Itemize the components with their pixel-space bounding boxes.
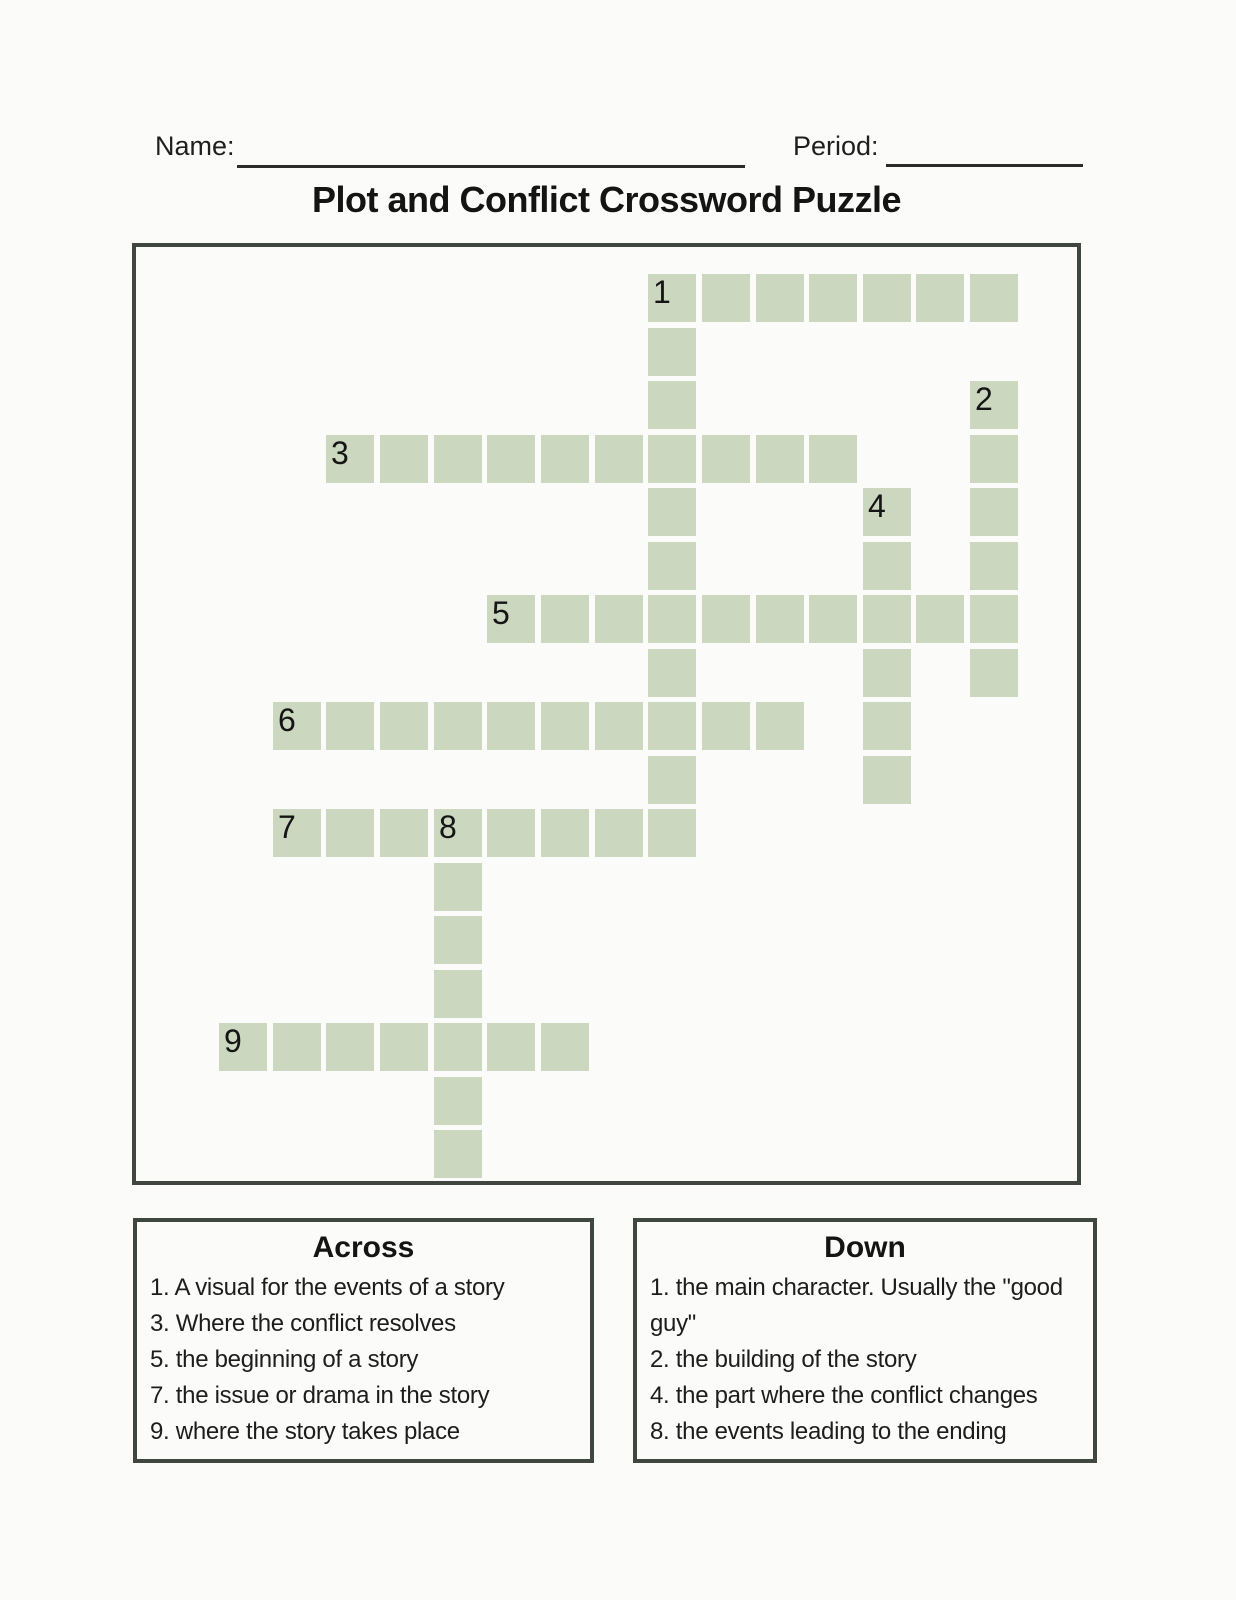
grid-cell[interactable] xyxy=(380,435,428,483)
grid-cell[interactable] xyxy=(434,1023,482,1071)
grid-cell[interactable] xyxy=(809,435,857,483)
clue-item: 2. the building of the story xyxy=(650,1346,917,1373)
grid-cell[interactable] xyxy=(326,809,374,857)
down-title: Down xyxy=(824,1231,906,1264)
grid-cell[interactable] xyxy=(648,488,696,536)
grid-cell[interactable] xyxy=(487,1023,535,1071)
grid-cell[interactable] xyxy=(273,1023,321,1071)
across-clues-box xyxy=(133,1218,594,1463)
clue-number: 9 xyxy=(224,1023,242,1059)
grid-cell[interactable] xyxy=(863,756,911,804)
grid-cell[interactable] xyxy=(434,809,482,857)
grid-cell[interactable] xyxy=(273,702,321,750)
grid-cell[interactable] xyxy=(863,488,911,536)
grid-cell[interactable] xyxy=(863,595,911,643)
grid-cell[interactable] xyxy=(648,542,696,590)
grid-cell[interactable] xyxy=(809,595,857,643)
clue-item: 1. the main character. Usually the "good guy" xyxy=(650,1274,1063,1337)
page-title: Plot and Conflict Crossword Puzzle xyxy=(311,179,902,220)
grid-cell[interactable] xyxy=(541,809,589,857)
grid-cell[interactable] xyxy=(434,702,482,750)
grid-cell[interactable] xyxy=(970,649,1018,697)
grid-cell[interactable] xyxy=(756,274,804,322)
grid-cell[interactable] xyxy=(970,542,1018,590)
clue-number: 1 xyxy=(653,274,671,310)
grid-cell[interactable] xyxy=(863,649,911,697)
grid-cell[interactable] xyxy=(326,435,374,483)
grid-cell[interactable] xyxy=(756,435,804,483)
across-title: Across xyxy=(312,1231,415,1264)
clue-item: 1. A visual for the events of a story xyxy=(150,1274,505,1301)
grid-cell[interactable] xyxy=(648,809,696,857)
grid-cell[interactable] xyxy=(702,274,750,322)
grid-cell[interactable] xyxy=(970,595,1018,643)
grid-cell[interactable] xyxy=(595,435,643,483)
grid-cell[interactable] xyxy=(541,595,589,643)
grid-cell[interactable] xyxy=(595,809,643,857)
grid-cell[interactable] xyxy=(809,274,857,322)
clue-number: 7 xyxy=(278,809,296,845)
down-clues-box xyxy=(633,1218,1097,1463)
name-input-line[interactable] xyxy=(237,165,745,168)
grid-cell[interactable] xyxy=(863,542,911,590)
clue-item: 5. the beginning of a story xyxy=(150,1346,419,1373)
grid-cell[interactable] xyxy=(756,702,804,750)
grid-cell[interactable] xyxy=(648,756,696,804)
grid-cell[interactable] xyxy=(434,863,482,911)
clue-number: 2 xyxy=(975,381,993,417)
grid-cell[interactable] xyxy=(380,809,428,857)
grid-cell[interactable] xyxy=(702,595,750,643)
grid-cell[interactable] xyxy=(648,595,696,643)
name-label: Name: xyxy=(155,131,235,161)
grid-cell[interactable] xyxy=(380,1023,428,1071)
grid-cell[interactable] xyxy=(648,274,696,322)
grid-cell[interactable] xyxy=(970,274,1018,322)
grid-cell[interactable] xyxy=(541,435,589,483)
across-clue-list xyxy=(137,1270,590,1450)
grid-cell[interactable] xyxy=(916,595,964,643)
grid-cell[interactable] xyxy=(863,702,911,750)
clue-number: 8 xyxy=(439,809,457,845)
period-label: Period: xyxy=(793,131,879,161)
clue-item: 8. the events leading to the ending xyxy=(650,1418,1007,1445)
grid-cell[interactable] xyxy=(380,702,428,750)
grid-cell[interactable] xyxy=(487,809,535,857)
grid-cell[interactable] xyxy=(648,702,696,750)
grid-cell[interactable] xyxy=(970,381,1018,429)
down-clue-list xyxy=(637,1270,1093,1450)
grid-cell[interactable] xyxy=(434,1130,482,1178)
grid-cell[interactable] xyxy=(487,595,535,643)
period-input-line[interactable] xyxy=(886,164,1083,167)
grid-cell[interactable] xyxy=(702,435,750,483)
grid-cell[interactable] xyxy=(541,702,589,750)
grid-cell[interactable] xyxy=(648,435,696,483)
grid-cell[interactable] xyxy=(326,1023,374,1071)
grid-cell[interactable] xyxy=(595,702,643,750)
clue-number: 6 xyxy=(278,702,296,738)
clue-item: 9. where the story takes place xyxy=(150,1418,460,1445)
clue-item: 4. the part where the conflict changes xyxy=(650,1382,1038,1409)
grid-cell[interactable] xyxy=(863,274,911,322)
grid-cell[interactable] xyxy=(970,488,1018,536)
grid-cell[interactable] xyxy=(648,328,696,376)
grid-cell[interactable] xyxy=(970,435,1018,483)
clue-number: 5 xyxy=(492,595,510,631)
grid-cell[interactable] xyxy=(434,916,482,964)
grid-cell[interactable] xyxy=(219,1023,267,1071)
grid-cell[interactable] xyxy=(273,809,321,857)
grid-cell[interactable] xyxy=(434,1077,482,1125)
clue-number: 3 xyxy=(331,435,349,471)
grid-cell[interactable] xyxy=(756,595,804,643)
grid-cell[interactable] xyxy=(595,595,643,643)
grid-cell[interactable] xyxy=(541,1023,589,1071)
grid-cell[interactable] xyxy=(916,274,964,322)
grid-cell[interactable] xyxy=(648,381,696,429)
clue-number: 4 xyxy=(868,488,886,524)
grid-cell[interactable] xyxy=(326,702,374,750)
grid-cell[interactable] xyxy=(702,702,750,750)
grid-cell[interactable] xyxy=(487,435,535,483)
grid-cell[interactable] xyxy=(648,649,696,697)
grid-cell[interactable] xyxy=(434,970,482,1018)
clue-item: 7. the issue or drama in the story xyxy=(150,1382,490,1409)
clue-item: 3. Where the conflict resolves xyxy=(150,1310,456,1337)
grid-cell[interactable] xyxy=(434,435,482,483)
grid-cell[interactable] xyxy=(487,702,535,750)
